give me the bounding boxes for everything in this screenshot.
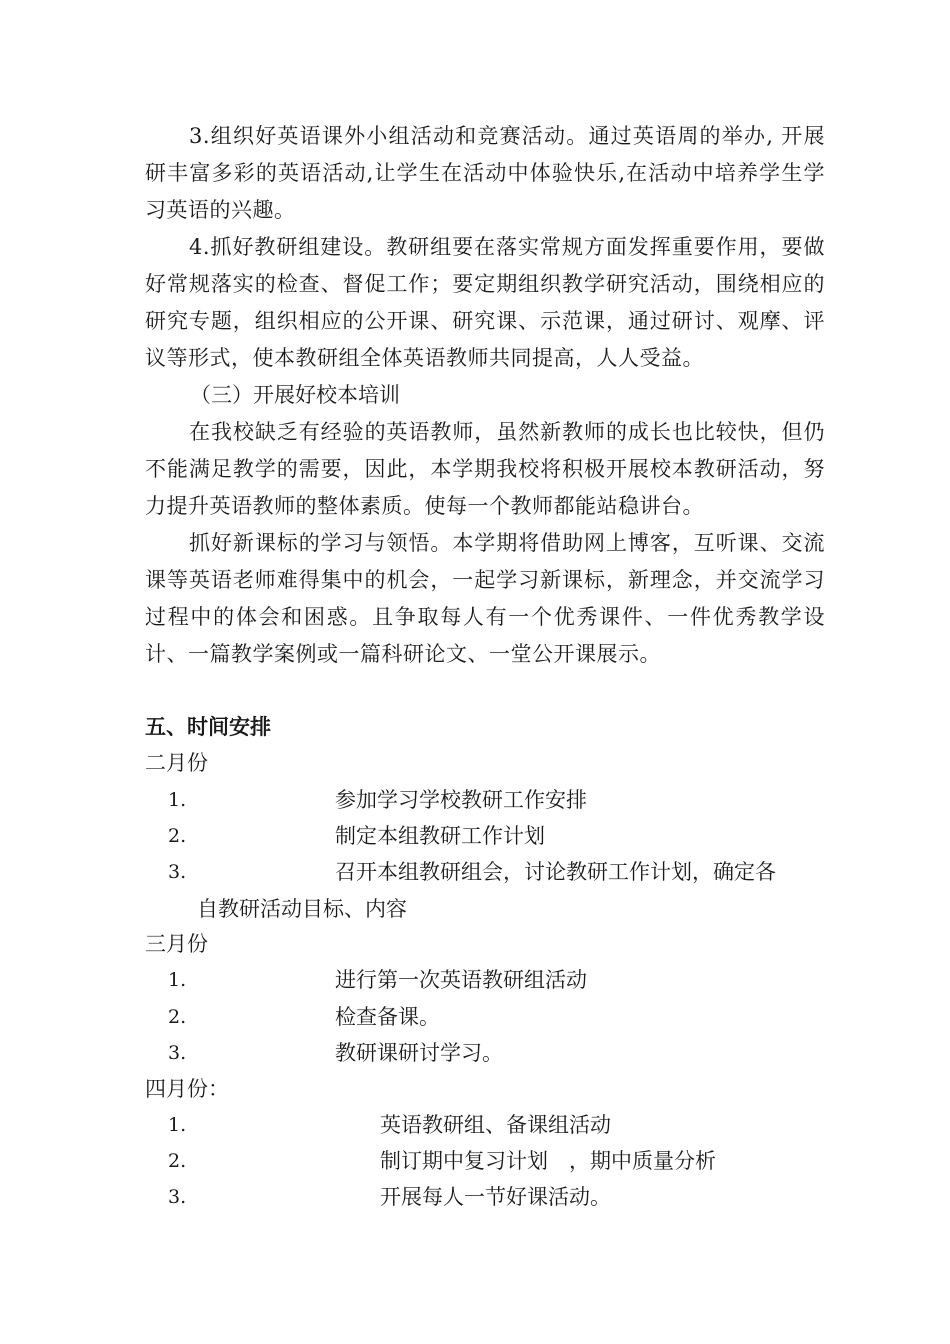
subheading-school-training: （三）开展好校本培训: [190, 383, 400, 407]
paragraph-new-curriculum: 抓好新课标的学习与领悟。本学期将借助网上博客，互听课、交流课等英语老师难得集中的机会，一起学习新课标，新理念，并交流学习过程中的体会和困惑。且争取每人有一个优秀课件、一件优秀教学设计、一篇教学案例或一篇科研论文、一堂公开课展示。: [145, 531, 825, 666]
month-label: 二月份: [145, 751, 208, 775]
list-item-text: 制订期中复习计划 ，期中质量分析: [380, 1149, 716, 1173]
paragraph-extracurricular: 3.组织好英语课外小组活动和竞赛活动。通过英语周的举办, 开展研丰富多彩的英语活动,让学生在活动中体验快乐,在活动中培养学生学习英语的兴趣。: [145, 124, 825, 222]
month-label: 四月份：: [145, 1077, 229, 1101]
list-item-number: 1.: [168, 969, 187, 991]
list-item-number: 3.: [168, 861, 187, 883]
list-item-number: 1.: [168, 1114, 187, 1136]
list-item-text: 开展每人一节好课活动。: [380, 1185, 611, 1209]
list-item-number: 1.: [168, 789, 187, 811]
list-item-number: 3.: [168, 1186, 187, 1208]
list-item-number: 3.: [168, 1042, 187, 1064]
list-item-continuation: 自教研活动目标、内容: [197, 897, 407, 921]
list-item-number: 2.: [168, 825, 187, 847]
list-item-text: 教研课研讨学习。: [335, 1041, 503, 1065]
month-label: 三月份: [145, 932, 208, 956]
list-item-number: 2.: [168, 1006, 187, 1028]
list-item-text: 制定本组教研工作计划: [335, 824, 545, 848]
paragraph-research-group: 4.抓好教研组建设。教研组要在落实常规方面发挥重要作用，要做好常规落实的检查、督促工作；要定期组织教学研究活动，围绕相应的研究专题，组织相应的公开课、研究课、示范课，通过研讨、观摩、评议等形式，使本教研组全体英语教师共同提高，人人受益。: [145, 235, 825, 370]
list-item-number: 2.: [168, 1150, 187, 1172]
list-item-text: 英语教研组、备课组活动: [380, 1113, 611, 1137]
list-item-text: 进行第一次英语教研组活动: [335, 968, 587, 992]
list-item-text: 参加学习学校教研工作安排: [335, 788, 587, 812]
paragraph-school-training: 在我校缺乏有经验的英语教师，虽然新教师的成长也比较快，但仍不能满足教学的需要，因此，本学期我校将积极开展校本教研活动，努力提升英语教师的整体素质。使每一个教师都能站稳讲台。: [145, 420, 825, 518]
list-item-text: 召开本组教研组会，讨论教研工作计划，确定各: [335, 860, 776, 884]
section-heading-schedule: 五、时间安排: [145, 714, 271, 739]
list-item-text: 检查备课。: [335, 1005, 440, 1029]
